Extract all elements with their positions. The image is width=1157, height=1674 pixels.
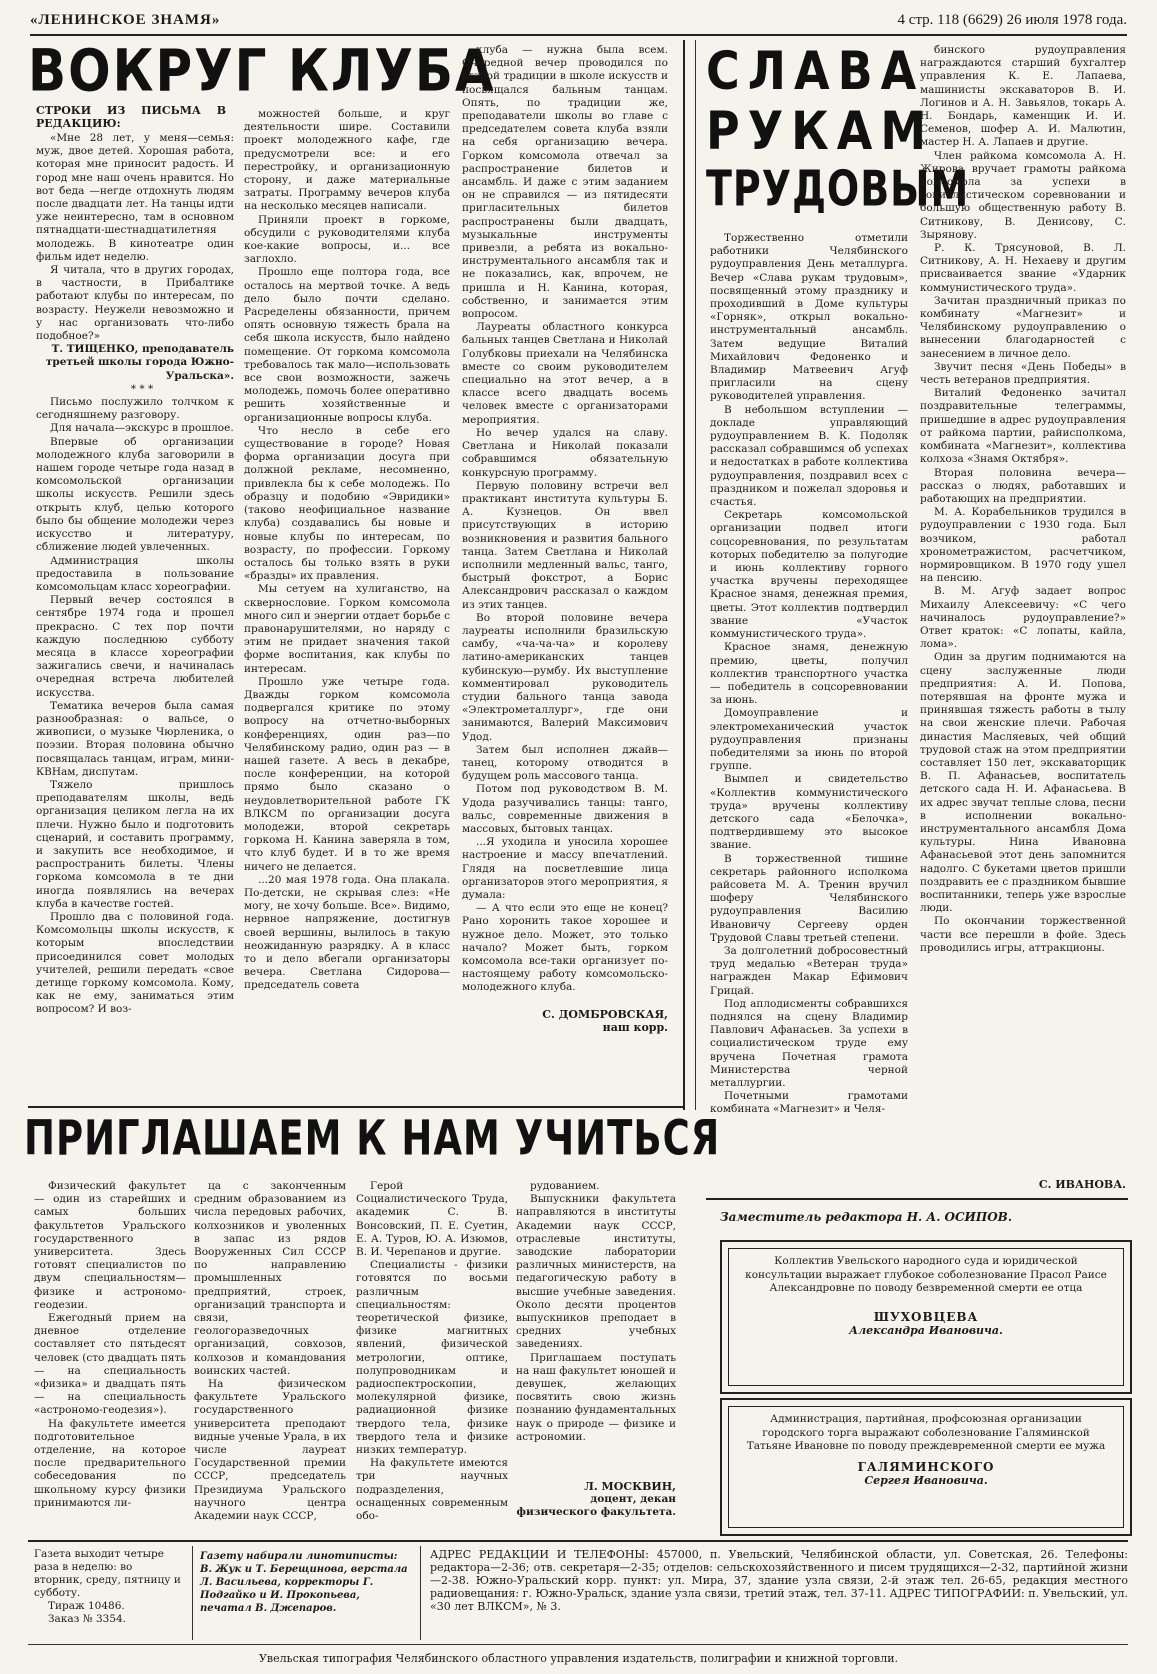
- condolence-box: Коллектив Увельского народного суда и юридической консультации выражает глубокое соболезнование Прасол Раисе Александровне по поводу безвременной смерти ее отца ШУХОВЦЕВА Александра Ивановича.: [720, 1240, 1132, 1394]
- article-glory-col2: бинского рудоуправления награждаются старший бухгалтер управления К. Е. Лапаева, машинисты экскаваторов В. И. Логинов и А. Н. Завьялов, токарь А. Н. Бондарь, каменщик И. И. Семенов, шофер А. И. Малютин, мастер Н. А. Лапаев и другие. Член райкома комсомола А. Н. Жирова вручает грамоты райкома комсомола за успехи в социалистическом соревновании и большую общественную работу В. Ситникову, В. Денисову, С. Зырянову. Р. К. Трясуновой, В. Л. Ситникову, А. Н. Нехаеву и другим присваивается звание «Ударник коммунистического труда». Зачитан праздничный приказ по комбинату «Магнезит» и Челябинскому рудоуправлению о вынесении благодарностей с занесением в личное дело. Звучит песня «День Победы» в честь ветеранов предприятия. Виталий Федоненко зачитал поздравительные телеграммы, пришедшие в адрес рудоуправления от райкома партии, райисполкома, комбината «Магнезит», коллектива колхоза «Знамя Октября». Вторая половина вечера— рассказ о людях, работавших и работающих на предприятии. М. А. Корабельников трудился в рудоуправлении с 1930 года. Был возчиком, работал хронометражистом, расчетчиком, нормировщиком. В 1970 году ушел на пенсию. В. М. Агуф задает вопрос Михаилу Алексеевичу: «С чего начиналось рудоуправление?» Ответ краток: «С лопаты, кайла, лома». Один за другим поднимаются на сцену заслуженные люди предприятия: А. И. Попова, потерявшая на фронте мужа и принявшая тяжесть работы в тылу на свои женские плечи. Рабочая династия Масляевых, чей общий трудовой стаж на этом предприятии составляет 150 лет, экскаваторщик В. П. Афанасьев, воспитатель детского сада Н. И. Афанасьева. В их адрес звучат теплые слова, песни в исполнении вокально-инструментального ансамбля Дома культуры. Нина Ивановна Афанасьевой этот день запомнится надолго. С букетами цветов пришли поздравить ее с праздником бывшие воспитанники, теперь уже взрослые люди. По окончании торжественной части все перешли в фойе. Здесь проводились игры, аттракционы.: [920, 44, 1126, 954]
- article-club-signature: С. ДОМБРОВСКАЯ, наш корр.: [542, 1008, 668, 1034]
- article-study-signature: Л. МОСКВИН, доцент, декан физического факультета.: [516, 1480, 676, 1518]
- footer-rule: [28, 1644, 1128, 1645]
- article-glory-signature: С. ИВАНОВА.: [1038, 1178, 1126, 1191]
- article-title-study: ПРИГЛАШАЕМ К НАМ УЧИТЬСЯ: [24, 1110, 721, 1166]
- deputy-editor: Заместитель редактора Н. А. ОСИПОВ.: [720, 1210, 1012, 1224]
- footer-typeset: Газету набирали линотиписты: В. Жук и Т. Берещинова, верстала Л. Васильева, корректоры Г. Подгайко и И. Прокопьева, печатал В. Джепаров.: [200, 1551, 408, 1614]
- article-title-glory: СЛАВА РУКАМ ТРУДОВЫМ: [706, 39, 970, 218]
- printer-info: Увельская типография Челябинского областного управления издательств, полиграфии и книжной торговли.: [258, 1652, 899, 1665]
- article-study-col2: ца с законченным средним образованием из числа передовых рабочих, колхозников и уволенных в запас из рядов Вооруженных Сил СССР по направлению промышленных предприятий, строек, организаций транспорта и связи, геологоразведочных организаций, совхозов, колхозов и командования воинских частей. На физическом факультете Уральского государственного университета преподают видные ученые Урала, в их числе лауреат Государственной премии СССР, председатель Президиума Уральского научного центра Академии наук СССР,: [194, 1180, 346, 1523]
- article-club-col3: клуба — нужна была всем. Очередной вечер проводился по старой традиции в школе искусств и посвящался бальным танцам. Опять, по традиции же, преподаватели школы во главе с председателем совета клуба взяли на себя организацию вечера. Горком комсомола отвечал за распространение билетов и ансамбль. И даже с этим заданием он не справился — из пятидесяти пригласительных билетов распространены были двадцать, музыкальные инструменты привезли, а ребята из вокально-инструментального ансамбля так и не показались, как, впрочем, не пришла и Н. Канина, которая, собственно, и занимается этим вопросом. Лауреаты областного конкурса бальных танцев Светлана и Николай Голубковы приехали на Челябинска вместе со своим руководителем специально на этот вечер, а в классе всего двадцать восемь человек вместе с организаторами мероприятия. Но вечер удался на славу. Светлана и Николай показали собравшимся обязательную конкурсную программу. Первую половину встречи вел практикант института культуры Б. А. Кузнецов. Он ввел присутствующих в историю возникновения и развития бального танца. Затем Светлана и Николай исполнили медленный вальс, танго, быстрый фокстрот, а Борис Александрович рассказал о каждом из этих танцев. Во второй половине вечера лауреаты исполнили бразильскую самбу, «ча-ча-ча» и королеву латино-американских танцев кубинскую—румбу. Их выступление комментировал руководитель студии бального танца завода «Электрометаллург», где они занимаются, Валерий Максимович Удод. Затем был исполнен джайв—танец, которому отводится в будущем роль массового танца. Потом под руководством В. М. Удода разучивались танцы: танго, вальс, современные движения в массовых, бытовых танцах. ...Я уходила и уносила хорошее настроение и массу впечатлений. Глядя на посветлевшие лица организаторов этого мероприятия, я думала: — А что если это еще не конец? Рано хоронить такое хорошее и нужное дело. Может, это только начало? Может быть, горком комсомола все-таки организует по-настоящему работу комсомольско-молодежного клуба.: [462, 44, 668, 994]
- footer-rule: [192, 1546, 193, 1640]
- footer-address: АДРЕС РЕДАКЦИИ И ТЕЛЕФОНЫ: 457000, п. Увельский, Челябинской области, ул. Советская, 26. Телефоны: редактора—2-36; отв. секретаря—2-35; отделов: сельскохозяйственного и писем трудящихся—2-32, партийной жизни—2-38. Южно-Уральский корр. пункт: ул. Мира, 37, здание узла связи, 2-й этаж тел. 26-65, редакция местного радиовещания: г. Южно-Уральск, здание узла связи, третий этаж, тел. 37-11. АДРЕС ТИПОГРАФИИ: п. Увельский, ул. «30 лет ВЛКСМ», № 3.: [430, 1548, 1128, 1613]
- article-title-club: ВОКРУГ КЛУБА: [28, 37, 496, 105]
- footer-schedule: Газета выходит четыре раза в неделю: во вторник, среду, пятницу и субботу. Тираж 10486. Заказ № 3354.: [34, 1548, 181, 1625]
- article-club-lead: СТРОКИ ИЗ ПИСЬМА В РЕДАКЦИЮ:: [36, 104, 226, 131]
- footer-rule: [420, 1546, 421, 1640]
- article-study-col4: рудованием. Выпускники факультета направляются в институты Академии наук СССР, отраслевые институты, заводские лаборатории различных министерств, на педагогическую работу в высшие учебные заведения. Около десяти процентов выпускников преподает в средних учебных заведениях. Приглашаем поступать на наш факультет юношей и девушек, желающих посвятить свою жизнь познанию фундаментальных наук о природе — физике и астрономии.: [516, 1180, 677, 1443]
- article-study-col1: Физический факультет— один из старейших и самых больших факультетов Уральского государственного университета. Здесь готовят специалистов по двум специальностям—физике и астрономо-геодезии. Ежегодный прием на дневное отделение составляет сто пятьдесят человек (сто двадцать пять — на специальность «физика» и двадцать пять — на специальность «астрономо-геодезия»). На факультете имеется подготовительное отделение, на которое после предварительного собеседования по школьному курсу физики принимаются ли-: [34, 1180, 186, 1509]
- condolence-box: Администрация, партийная, профсоюзная организации городского торга выражают соболезнование Галяминской Татьяне Ивановне по поводу преждевременной смерти ее мужа ГАЛЯМИНСКОГО Сергея Ивановича.: [720, 1398, 1132, 1536]
- issue-info: 4 стр. 118 (6629) 26 июля 1978 года.: [897, 12, 1127, 28]
- footer-rule: [28, 1540, 1128, 1542]
- article-club-col1: «Мне 28 лет, у меня—семья: муж, двое детей. Хорошая работа, которая мне приносит радость. И город мне наш очень нравится. Но вот беда —негде отдохнуть людям после двадцати лет. На танцы идти уже неинтересно, там в основном пятнадцати-шестнадцатилетняя молодежь. В кинотеатре один фильм идет неделю. Я читала, что в других городах, в частности, в Прибалтике работают клубы по интересам, по возрасту. Неужели невозможно и у нас организовать что-либо подобное?» Т. ТИЩЕНКО, преподаватель третьей школы города Южно-Уральска». * * * Письмо послужило толчком к сегодняшнему разговору. Для начала—экскурс в прошлое. Впервые об организации молодежного клуба заговорили в нашем городе четыре года назад в комсомольской организации школы искусств. Решили здесь открыть клуб, целью которого было бы общение молодежи через искусство и литературу, сближение людей увлеченных. Администрация школы предоставила в пользование комсомольцам класс хореографии. Первый вечер состоялся в сентябре 1974 года и прошел прекрасно. С тех пор почти каждую последнюю субботу месяца в классе хореографии зажигались свечи, и начиналась очередная встреча любителей искусства. Тематика вечеров была самая разнообразная: о вальсе, о живописи, о музыке Чюрленика, о поэзии. Вторая половина обычно посвящалась танцам, играм, мини-КВНам, диспутам. Тяжело пришлось преподавателям школы, ведь организация целиком легла на их плечи. Нужно было и подготовить сценарий, и составить программу, и закупить все необходимое, и распространить билеты. Члены горкома комсомола в те дни иногда появлялись на вечерах клуба в качестве гостей. Прошло два с половиной года. Комсомольцы школы искусств, к которым впоследствии присоединился совет молодых учителей, решили передать «свое детище горкому комсомола. Кому, как не ему, заниматься этим вопросом? И воз-: [36, 132, 234, 1016]
- column-rule: [683, 40, 685, 1110]
- section-rule: [28, 1106, 683, 1108]
- article-club-col2: можностей больше, и круг деятельности шире. Составили проект молодежного кафе, где предусмотрели все: и его перестройку, и организационную сторону, и даже материальные затраты. Программу вечеров клуба на несколько месяцев написали. Приняли проект в горкоме, обсудили с руководителями клуба кое-какие вопросы, и... все заглохло. Прошло еще полтора года, все осталось на мертвой точке. А ведь дело было почти сделано. Расределены обязанности, причем опять основную тяжесть брала на себя школа искусств, было найдено помещение. От горкома комсомола требовалось так мало—использовать все свои возможности, зажечь молодежь, помочь более оперативно решить хозяйственные и организационные вопросы клуба. Что несло в себе его существование в городе? Новая форма организации досуга при должной рекламе, несомненно, привлекла бы к себе молодежь. По образцу и подобию «Эвридики» (таково неофициальное название клуба) создавались бы новые и новые клубы по интересам, по возрасту, по профессии. Горкому осталось бы только взять в руки «бразды» их правления. Мы сетуем на хулиганство, на сквернословие. Горком комсомола много сил и энергии отдает борьбе с правонарушителями, но наряду с этим не придает значения такой форме воспитания, как клубы по интересам. Прошло уже четыре года. Дважды горком комсомола подвергался критике по этому вопросу на отчетно-выборных конференциях, один раз—по Челябинскому радио, один раз — в нашей газете. А весь в декабре, после конференции, на которой прямо было сказано о неудовлетворительной работе ГК ВЛКСМ по организации досуга молодежи, второй секретарь горкома Н. Канина заверяла в том, что клуб будет. И в то же время ничего не делается. ...20 мая 1978 года. Она плакала. По-детски, не скрывая слез: «Не могу, не хочу больше. Все». Видимо, нервное напряжение, достигнув своей вершины, вылилось в такую неожиданную разрядку. А в класс то и дело вбегали организаторы вечера. Светлана Сидорова— председатель совета: [244, 108, 450, 992]
- article-glory-col1: Торжественно отметили работники Челябинского рудоуправления День металлурга. Вечер «Слава рукам трудовым», посвященный этому празднику и проходивший в Доме культуры «Горняк», открыл вокально-инструментальный ансамбль. Затем ведущие Виталий Михайлович Федоненко и Владимир Матвеевич Агуф пригласили на сцену руководителей управления. В небольшом вступлении — докладе управляющий рудоуправлением В. К. Подоляк рассказал собравшимся об успехах и недостатках в работе коллектива рудоуправления, поздравил всех с праздником и пожелал здоровья и счастья. Секретарь комсомольской организации подвел итоги соцсоревнования, по результатам которых победителю за полугодие и июнь коллективу горного участка вручены переходящее Красное знамя, денежная премия, цветы. Этот коллектив подтвердил звание «Участок коммунистического труда». Красное знамя, денежную премию, цветы, получил коллектив транспортного участка — победитель в соцсоревновании за июнь. Домоуправление и электромеханический участок рудоуправления признаны победителями за июнь по второй группе. Вымпел и свидетельство «Коллектив коммунистического труда» вручены коллективу детского сада «Белочка», подтвердившему это высокое звание. В торжественной тишине секретарь районного исполкома райсовета М. А. Тренин вручил шоферу Челябинского рудоуправления Василию Ивановичу Сергееву орден Трудовой Славы третьей степени. За долголетний добросовестный труд медалью «Ветеран труда» награжден Макар Ефимович Грицай. Под аплодисменты собравшихся поднялся на сцену Владимир Павлович Афанасьев. За успехи в социалистическом труде ему вручена Почетная грамота Министерства черной металлургии. Почетными грамотами комбината «Магнезит» и Челя-: [710, 232, 908, 1116]
- page-header: [30, 12, 1127, 36]
- article-study-col3: Герой Социалистического Труда, академик С. В. Вонсовский, П. Е. Суетин, Е. А. Туров, Ю. А. Изюмов, В. И. Черепанов и другие. Специалисты - физики готовятся по восьми различным специальностям: теоретической физике, физике магнитных явлений, физической метрологии, оптике, полупроводникам и радиоспектроскопии, молекулярной физике, радиационной физике твердого тела, физике твердого тела и физике низких температур. На факультете имеются три научных подразделения, оснащенных современным обо-: [356, 1180, 508, 1523]
- newspaper-name: «ЛЕНИНСКОЕ ЗНАМЯ»: [30, 12, 221, 28]
- section-rule: [706, 1198, 1128, 1200]
- column-rule: [695, 40, 696, 1110]
